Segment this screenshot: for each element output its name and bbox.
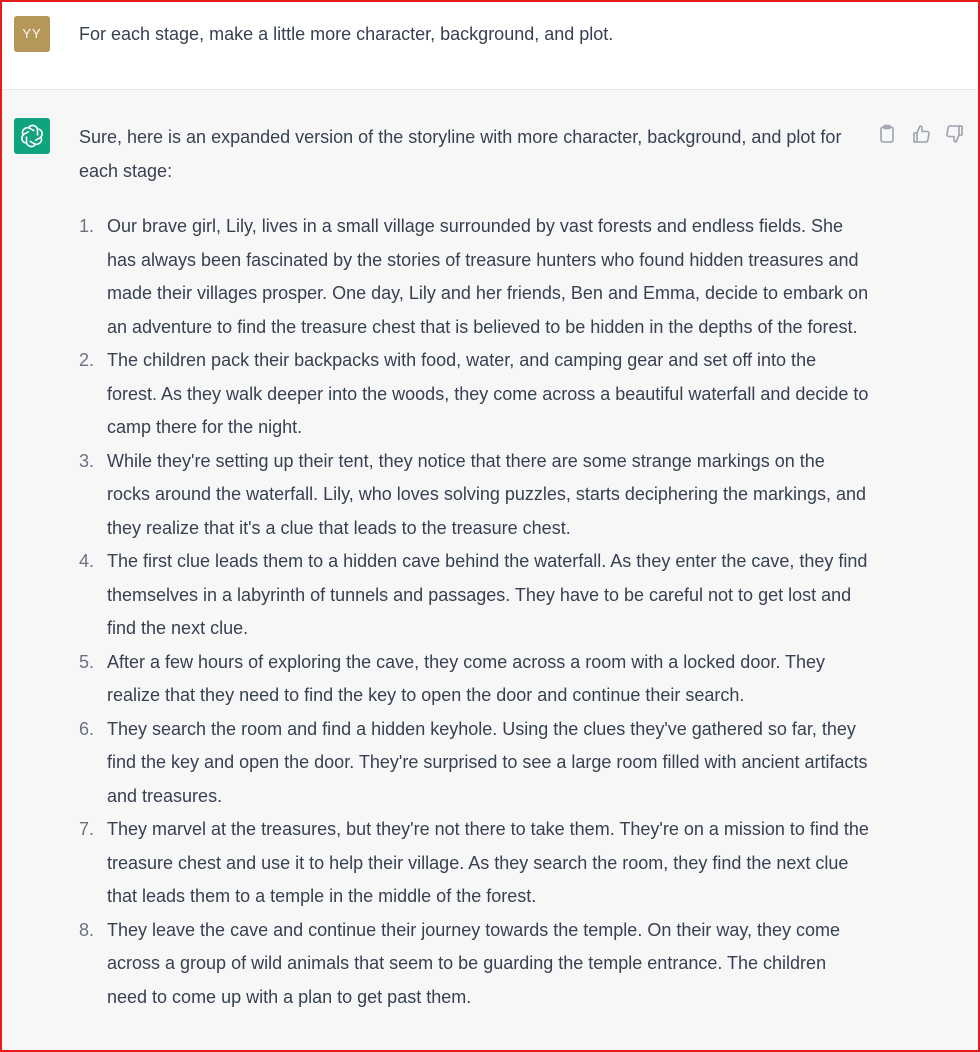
list-item-number: 1.: [79, 216, 95, 236]
list-item-text: The first clue leads them to a hidden cave behind the waterfall. As they enter the cave, they find themselves in a labyrinth of tunnels and passages. They have to be careful not to get lost and find the next clue.: [107, 551, 868, 638]
user-message: [2, 2, 978, 90]
list-item-number: 4.: [79, 551, 95, 571]
list-item-text: After a few hours of exploring the cave, they come across a room with a locked door. They realize that they need to find the key to open the door and continue their search.: [107, 651, 826, 705]
list-item: [79, 914, 869, 1015]
list-item-text: Our brave girl, Lily, lives in a small village surrounded by vast forests and endless fields. She has always been fascinated by the stories of treasure hunters who found hidden treasures and made their villages prosper. One day, Lily and her friends, Ben and Emma, decide to embark on an adventure to find the treasure chest that is believed to be hidden in the depths of the forest.: [107, 216, 869, 337]
list-item-number: 2.: [79, 350, 95, 370]
list-item-number: 5.: [79, 651, 95, 672]
list-item-number: 7.: [79, 819, 95, 839]
user-message-text: For each stage, make a little more character, background, and plot.: [79, 24, 614, 44]
list-item-text: They marvel at the treasures, but they're not there to take them. They're on a mission to find the treasure chest and use it to help their village. As they search the room, they find the next clue that leads them to a temple in the middle of the forest.: [107, 819, 869, 906]
list-item-text: They search the room and find a hidden keyhole. Using the clues they've gathered so far, they find the key and open the door. They're surprised to see a large room filled with ancient artifacts and treasures.: [107, 718, 868, 806]
thumbs-up-icon[interactable]: [910, 123, 932, 145]
assistant-intro: Sure, here is an expanded version of the storyline with more character, background, and plot for each stage:: [79, 127, 842, 181]
message-actions: [876, 123, 966, 145]
list-item: [79, 445, 869, 546]
openai-logo-icon: [14, 118, 50, 154]
list-item: [79, 344, 869, 445]
list-item-number: 3.: [79, 450, 95, 471]
list-item-number: 8.: [79, 919, 95, 940]
list-item-text: While they're setting up their tent, they notice that there are some strange markings on the rocks around the waterfall. Lily, who loves solving puzzles, starts deciphering the markings, and they realize that it's a clue that leads to the treasure chest.: [107, 450, 867, 538]
storyline-list: [79, 210, 869, 1014]
list-item: [79, 545, 869, 646]
assistant-message-content: [79, 121, 869, 1014]
user-avatar: YY: [14, 16, 50, 52]
list-item-text: They leave the cave and continue their journey towards the temple. On their way, they come across a group of wild animals that seem to be guarding the temple entrance. The children need to come up with a plan to get past them.: [107, 919, 841, 1007]
clipboard-icon[interactable]: [876, 123, 898, 145]
list-item: [79, 813, 869, 914]
thumbs-down-icon[interactable]: [944, 123, 966, 145]
list-item-number: 6.: [79, 718, 95, 739]
list-item: [79, 210, 869, 344]
list-item: [79, 713, 869, 814]
list-item-text: The children pack their backpacks with food, water, and camping gear and set off into the forest. As they walk deeper into the woods, they come across a beautiful waterfall and decide to camp there for the night.: [107, 350, 869, 437]
list-item: [79, 646, 869, 713]
assistant-message: [2, 90, 978, 1052]
